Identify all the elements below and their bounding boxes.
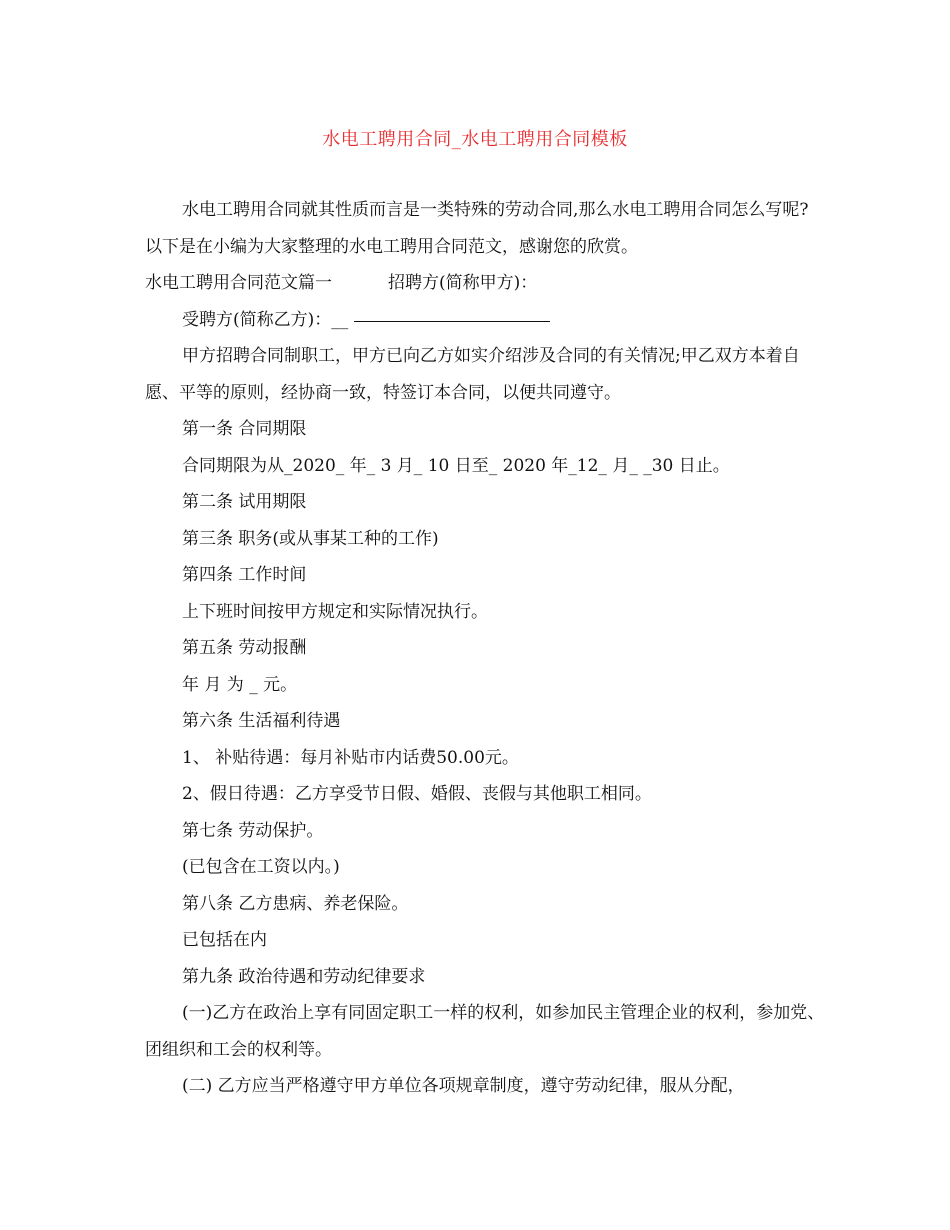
article-1-text: 合同期限为从_2020_ 年_ 3 月_ 10 日至_ 2020 年_12_ 月_ _30 日止。 xyxy=(182,455,730,476)
article-9-heading: 第九条 政治待遇和劳动纪律要求 xyxy=(182,966,426,987)
article-5-text: 年 月 为 _ 元。 xyxy=(182,674,298,695)
article-8-text: 已包括在内 xyxy=(182,930,267,950)
sample-heading-line xyxy=(145,265,825,302)
party-b-label: 受聘方(简称乙方)：__ xyxy=(182,309,349,330)
party-a-label: 招聘方(简称甲方)： xyxy=(388,273,538,293)
article-6-item-1: 1、 补贴待遇：每月补贴市内话费50.00元。 xyxy=(182,747,519,768)
article-9-item-1: (一)乙方在政治上享有同固定职工一样的权利，如参加民主管理企业的权利，参加党、团组织和工会的权利等。 xyxy=(145,1003,825,1060)
article-8-heading: 第八条 乙方患病、养老保险。 xyxy=(182,893,409,914)
article-2-heading: 第二条 试用期限 xyxy=(182,492,307,512)
article-9-item-2: (二) 乙方应当严格遵守甲方单位各项规章制度，遵守劳动纪律，服从分配， xyxy=(182,1076,745,1096)
party-b-blank xyxy=(354,320,550,322)
article-3-heading: 第三条 职务(或从事某工种的工作) xyxy=(182,528,439,549)
party-b-line xyxy=(145,302,825,339)
article-7-text: (已包含在工资以内。) xyxy=(182,857,340,877)
article-6-heading: 第六条 生活福利待遇 xyxy=(182,711,341,731)
article-4-heading: 第四条 工作时间 xyxy=(182,565,307,585)
article-1-heading: 第一条 合同期限 xyxy=(182,419,307,439)
article-5-heading: 第五条 劳动报酬 xyxy=(182,638,307,658)
article-7-heading: 第七条 劳动保护。 xyxy=(182,820,324,841)
document-body xyxy=(145,192,825,1105)
article-6-item-2: 2、假日待遇：乙方享受节日假、婚假、丧假与其他职工相同。 xyxy=(182,784,652,804)
sample-heading: 水电工聘用合同范文篇一 xyxy=(145,273,332,293)
article-4-text: 上下班时间按甲方规定和实际情况执行。 xyxy=(182,601,488,622)
intro2-paragraph: 甲方招聘合同制职工，甲方已向乙方如实介绍涉及合同的有关情况;甲乙双方本着自愿、平等的原则，经协商一致，特签订本合同，以便共同遵守。 xyxy=(145,346,800,403)
intro-paragraph: 水电工聘用合同就其性质而言是一类特殊的劳动合同,那么水电工聘用合同怎么写呢?以下是在小编为大家整理的水电工聘用合同范文，感谢您的欣赏。 xyxy=(145,200,809,257)
document-title: 水电工聘用合同_水电工聘用合同模板 xyxy=(322,129,628,150)
